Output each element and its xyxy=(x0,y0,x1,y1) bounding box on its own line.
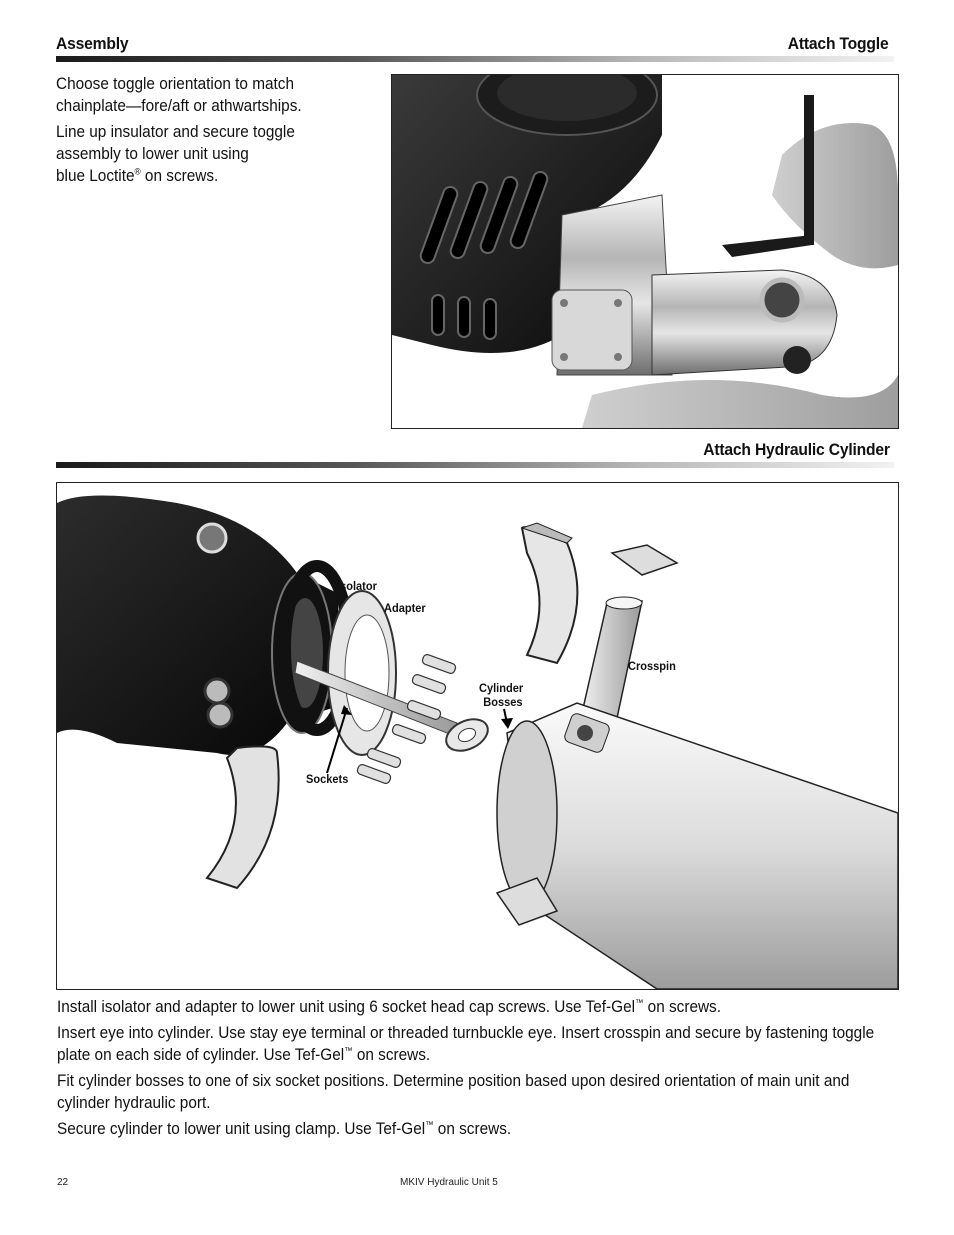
label-adapter: Adapter xyxy=(384,601,426,615)
topic-title: Attach Toggle xyxy=(787,34,888,53)
document-title: MKIV Hydraulic Unit 5 xyxy=(400,1177,498,1188)
toggle-photo xyxy=(391,74,899,429)
toggle-instructions xyxy=(56,73,363,191)
instruction-4: Secure cylinder to lower unit using clamp. Use Tef-Gel™ on screws. xyxy=(57,1119,512,1138)
label-cylinder-bosses: Cylinder Bosses xyxy=(479,681,524,709)
cylinder-instructions xyxy=(57,996,889,1144)
cylinder-section-rule xyxy=(56,462,894,468)
cylinder-section-title: Attach Hydraulic Cylinder xyxy=(703,440,890,459)
toggle-para-2: Line up insulator and secure toggle assembly to lower unit using blue Loctite® on screws. xyxy=(56,123,295,185)
header-rule xyxy=(56,56,894,62)
instruction-1: Install isolator and adapter to lower unit using 6 socket head cap screws. Use Tef-Gel™ on screws. xyxy=(57,997,722,1016)
label-isolator: Isolator xyxy=(337,579,377,593)
label-crosspin: Crosspin xyxy=(628,659,676,673)
label-sockets: Sockets xyxy=(306,772,349,786)
section-title: Assembly xyxy=(56,34,129,53)
instruction-3: Fit cylinder bosses to one of six socket positions. Determine position based upon desired orientation of main unit and cylinder hydraulic port. xyxy=(57,1072,850,1112)
instruction-2: Insert eye into cylinder. Use stay eye terminal or threaded turnbuckle eye. Insert crosspin and secure by fastening toggle plate on each side of cylinder. Use Tef-Gel™ on screws. xyxy=(57,1024,875,1064)
toggle-para-1: Choose toggle orientation to match chainplate—fore/aft or athwartships. xyxy=(56,75,302,115)
page-number: 22 xyxy=(57,1177,69,1188)
exploded-diagram-illustration xyxy=(57,483,898,989)
exploded-diagram xyxy=(56,482,899,990)
toggle-photo-illustration xyxy=(392,75,898,428)
